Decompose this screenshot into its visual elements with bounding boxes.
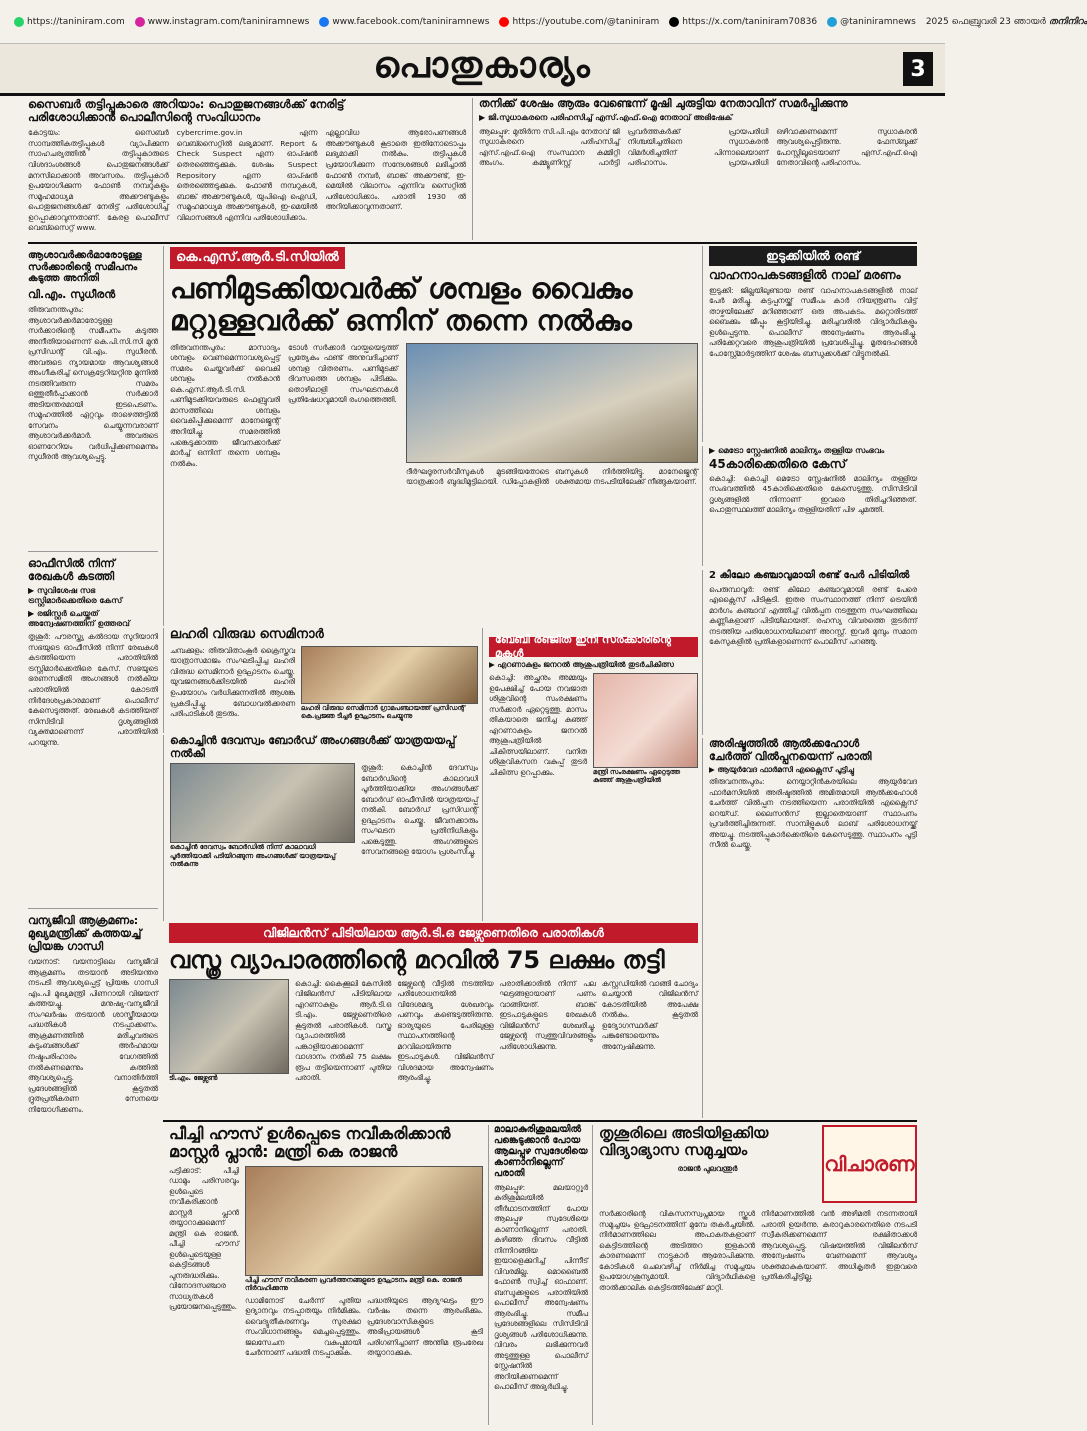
article-body: ദീർഘദൂരസർവീസുകൾ മുടങ്ങിയതോടെ യാത്രക്കാർ ബുദ്ധിമുട്ടിലായി. ഡിപ്പോകളിൽ ബസുകൾ നിർത്തിയിട്ടു. മാനേജ്മെന്റ് ശക്തമായ നടപടിയിലേക്ക് നീങ്ങുകയാണ്. xyxy=(406,466,698,487)
social-links-bar xyxy=(0,0,1087,44)
article-body: തൃശൂർ: കൊച്ചിൻ ദേവസ്വം ബോർഡിന്റെ കാലാവധി പൂർത്തിയാക്കിയ അംഗങ്ങൾക്ക് ബോർഡ് ഓഫീസിൽ യാത്രയയപ്പ് നൽകി. ബോർഡ് പ്രസിഡന്റ് ഉദ്ഘാടനം ചെയ്തു. ജീവനക്കാരും സംഘടന പ്രതിനിധികളും പങ്കെടുത്തു. അംഗങ്ങളുടെ സേവനങ്ങളെ യോഗം പ്രശംസിച്ചു. xyxy=(361,763,478,857)
left-column xyxy=(28,250,158,1415)
article-body: കൊച്ചി: കൈക്കൂലി കേസിൽ വിജിലൻസ് പിടിയിലായ എറണാകുളം ആർ.ടി.ഒ ടി.എം. ജേഴ്സണെതിരെ കൂടുതൽ പരാതികൾ. വസ്ത്ര വ്യാപാരത്തിൽ പങ്കാളിയാക്കാമെന്ന് വാഗ്ദാനം നൽകി 75 ലക്ഷം രൂപ തട്ടിയെന്നാണ് പുതിയ പരാതി. xyxy=(295,978,392,1083)
sudhakaran-article xyxy=(472,98,917,240)
paper-name: തനിനിറം xyxy=(1048,16,1087,27)
divider xyxy=(163,1120,917,1122)
byline: രാജൻ പുലവന്തുർ xyxy=(677,1163,738,1173)
article-body: പരാതിക്കാരിൽ നിന്ന് പല ഘട്ടങ്ങളായാണ് പണം വാങ്ങിയത്. ബാങ്ക് ഇടപാടുകളുടെ രേഖകൾ വിജിലൻസ് ശേഖരിച്ചു. ജേഴ്സന്റെ സ്വത്തുവിവരങ്ങളും പരിശോധിക്കുന്നു. xyxy=(499,978,596,1051)
ksrtc-article xyxy=(163,246,698,626)
article-body: കൊച്ചി: കൊച്ചി മെട്രോ സ്റ്റേഷനിൽ മാലിന്യം തള്ളിയ സംഭവത്തിൽ 45കാരിക്കെതിരെ കേസെടുത്തു. സിസിടിവി ദൃശ്യങ്ങളിൽ നിന്നാണ് ഇവരെ തിരിച്ചറിഞ്ഞത്. പൊതുസ്ഥലത്ത് മാലിന്യം തള്ളിയതിന് പിഴ ചുമത്തി. xyxy=(709,473,917,515)
article-tag: കെ.എസ്.ആർ.ടി.സിയിൽ xyxy=(170,247,345,269)
article-body: പട്ടിക്കാട്: പീച്ചി ഡാമും പരിസരവും ഉൾപ്പെടെ നവീകരിക്കാൻ മാസ്റ്റർ പ്ലാൻ തയ്യാറാക്കുമെന്ന് മന്ത്രി കെ രാജൻ. പീച്ചി ഹൗസ് ഉൾപ്പെടെയുള്ള കെട്ടിടങ്ങൾ പുനരുദ്ധരിക്കും. വിനോദസഞ്ചാര സാധ്യതകൾ പ്രയോജനപ്പെടുത്തും. xyxy=(169,1165,239,1312)
x-icon xyxy=(669,17,679,27)
article-body: നിർമാണത്തിൽ വൻ അഴിമതി നടന്നതായി പരാതി ഉയർന്നു. കരാറുകാരനെതിരെ നടപടി സ്വീകരിക്കണമെന്ന് രക്ഷിതാക്കൾ ആവശ്യപ്പെട്ടു. വിഷയത്തിൽ വിജിലൻസ് അന്വേഷണം വേണമെന്ന് ആവശ്യം ശക്തമാകുകയാണ്. അധികൃതർ ഇതുവരെ പ്രതികരിച്ചിട്ടില്ല. xyxy=(761,1209,917,1282)
article-headline: ഇടുക്കിയിൽ രണ്ട് xyxy=(709,246,917,266)
photo-caption: പീച്ചി ഹൗസ് നവീകരണ പ്രവർത്തനങ്ങളുടെ ഉദ്ഘാടനം മന്ത്രി കെ. രാജൻ നിർവഹിക്കുന്നു xyxy=(245,1275,462,1293)
article-kicker: ▶ രജിസ്റ്റർ ചെയ്തത് അന്വേഷണത്തിന് ഉത്തരവ് xyxy=(28,609,130,629)
photo-caption: മന്ത്രി സംരക്ഷണം ഏറ്റെടുത്ത കുഞ്ഞ് ആശുപത്രിയിൽ xyxy=(593,768,681,785)
article-headline-line2: പരിശോധിക്കാൻ പൊലീസിന്റെ സംവിധാനം xyxy=(28,110,261,125)
facebook-icon xyxy=(319,17,329,27)
photo-caption: ടി.എം. ജേഴ്സൺ xyxy=(169,1073,218,1082)
peechi-article xyxy=(163,1125,483,1425)
article-headline-line2: മറ്റുള്ളവർക്ക് ഒന്നിന് തന്നെ നൽകും xyxy=(170,303,632,337)
article-body: ഡാമിനോട് ചേർന്ന് പുതിയ ഉദ്യാനവും നടപ്പാതയും നിർമിക്കും. വൈദ്യുതീകരണവും സുരക്ഷാ സംവിധാനങ്ങളും മെച്ചപ്പെടുത്തും. ജലസേചന വകുപ്പുമായി ചേർന്നാണ് പദ്ധതി നടപ്പാക്കുക. xyxy=(245,1295,361,1358)
byline: വി.എം. സുധീരൻ xyxy=(28,287,116,301)
article-body: ജേഴ്സന്റെ വീട്ടിൽ നടത്തിയ പരിശോധനയിൽ വിദേശമദ്യ ശേഖരവും പണവും കണ്ടെടുത്തിരുന്നു. ഭാര്യയുടെ പേരിലുള്ള സ്ഥാപനത്തിന്റെ മറവിലായിരുന്നു ഇടപാടുകൾ. വിജിലൻസ് വിശദമായ അന്വേഷണം ആരംഭിച്ചു. xyxy=(397,978,494,1083)
section-masthead xyxy=(0,44,945,96)
article-headline: സൈബർ തട്ടിപ്പുകാരെ അറിയാം: പൊതുജനങ്ങൾക്ക് നേരിട്ട് xyxy=(28,97,345,111)
telegram-icon xyxy=(827,17,837,27)
instagram-link[interactable]: www.instagram.com/taniniramnews xyxy=(135,17,310,27)
article-body: കസ്റ്റഡിയിൽ വാങ്ങി ചോദ്യം ചെയ്യാൻ വിജിലൻസ് കോടതിയിൽ അപേക്ഷ നൽകും. കൂടുതൽ ഉദ്യോഗസ്ഥർക്ക് പങ്കുണ്ടോയെന്നും അന്വേഷിക്കുന്നു. xyxy=(601,978,698,1051)
article-headline: ബേബി രഞ്ജിത ഇനി സർക്കാരിന്റെ മകൾ xyxy=(489,637,698,657)
facebook-link[interactable]: www.facebook.com/taniniramnews xyxy=(319,17,489,27)
seminar-photo xyxy=(301,646,478,704)
article-headline: 2 കിലോ കഞ്ചാവുമായി രണ്ട് പേർ പിടിയിൽ xyxy=(709,570,910,581)
ganja-article xyxy=(702,570,917,735)
article-headline: കൊച്ചിൻ ദേവസ്വം ബോർഡ് അംഗങ്ങൾക്ക് യാത്രയയപ്പ് നൽകി xyxy=(170,734,456,760)
bus-depot-photo xyxy=(406,343,698,463)
vigilance-article xyxy=(163,923,698,1117)
website-link[interactable]: https://taniniram.com xyxy=(14,17,125,27)
cyber-fraud-article xyxy=(28,98,466,240)
article-body: ഇടുക്കി: ജില്ലയിലുണ്ടായ രണ്ട് വാഹനാപകടങ്ങളിൽ നാല് പേർ മരിച്ചു. കട്ടപ്പനയ്ക്ക് സമീപം കാർ നിയന്ത്രണം വിട്ട് താഴ്ചയിലേക്ക് മറിഞ്ഞാണ് ഒരു അപകടം. മറ്റൊരിടത്ത് ബൈക്കും ജീപ്പും കൂട്ടിയിടിച്ചു. മരിച്ചവരിൽ വിദ്യാർഥികളും ഉൾപ്പെടുന്നു. പൊലീസ് അന്വേഷണം ആരംഭിച്ചു. പരിക്കേറ്റവരെ ആശുപത്രിയിൽ പ്രവേശിപ്പിച്ചു. മൃതദേഹങ്ങൾ പോസ്റ്റ്മോർട്ടത്തിന് ശേഷം ബന്ധുക്കൾക്ക് വിട്ടുനൽകി. xyxy=(709,285,917,358)
article-body: കൊച്ചി: അച്ഛനും അമ്മയും ഉപേക്ഷിച്ച് പോയ നവജാത ശിശുവിന്റെ സംരക്ഷണം സർക്കാർ ഏറ്റെടുത്തു. മാസം തികയാതെ ജനിച്ച കുഞ്ഞ് എറണാകുളം ജനറൽ ആശുപത്രിയിൽ ചികിത്സയിലാണ്. വനിത ശിശുവികസന വകുപ്പ് തുടർ ചികിത്സ ഉറപ്പാക്കും. xyxy=(489,673,587,777)
article-body: കോട്ടയം: സൈബർ സാമ്പത്തികതട്ടിപ്പുകൾ വ്യാപിക്കുന്ന സാഹചര്യത്തിൽ തട്ടിപ്പുകാരുടെ വിശദാംശങ്ങൾ പൊതുജനങ്ങൾക്ക് മനസിലാക്കാൻ അവസരം. തട്ടിപ്പുകാർ ഉപയോഗിക്കുന്ന ഫോൺ നമ്പറുകളും സമൂഹമാധ്യമ അക്കൗണ്ടുകളും പൊതുജനങ്ങൾക്ക് നേരിട്ട് പരിശോധിച്ച് ഉറപ്പാക്കാവുന്നതാണ്. കേരള പൊലീസ് വെബ്സൈറ്റ് www. xyxy=(28,128,169,233)
youtube-link[interactable]: https://youtube.com/@taniniram xyxy=(499,17,659,27)
article-headline-line2: വാഹനാപകടങ്ങളിൽ നാല് മരണം xyxy=(709,268,901,282)
photo-caption: കൊച്ചിൻ ദേവസ്വം ബോർഡിൽ നിന്ന് കാലാവധി പൂർത്തിയാക്കി പടിയിറങ്ങുന്ന അംഗങ്ങൾക്ക് യാത്രയയപ്പ് നൽകുന്നു xyxy=(170,843,336,869)
article-headline: 45കാരിക്കെതിരെ കേസ് xyxy=(709,457,847,471)
instagram-icon xyxy=(135,17,145,27)
accused-photo xyxy=(169,979,289,1074)
devaswom-photo xyxy=(170,763,355,843)
whatsapp-icon xyxy=(14,17,24,27)
ayurveda-article xyxy=(702,738,917,1118)
divider xyxy=(28,242,917,244)
article-headline: പീച്ചി ഹൗസ് ഉൾപ്പെടെ നവീകരിക്കാൻ xyxy=(169,1124,451,1143)
records-headline: ഓഫീസിൽ നിന്ന് രേഖകൾ കടത്തി xyxy=(28,557,115,583)
article-body: cybercrime.gov.in എന്ന വെബ്സൈറ്റിൽ ലഭ്യമാണ്. Report & Check Suspect എന്ന ഓപ്ഷൻ തെരഞ്ഞെടുക്കുക. ശേഷം Suspect Repository എന്ന ഓപ്ഷൻ തെരഞ്ഞെടുക്കുക. ഫോൺ നമ്പറുകൾ, ബാങ്ക് അക്കൗണ്ടുകൾ, യുപിഐ ഐഡി, സമൂഹമാധ്യമ അക്കൗണ്ടുകൾ, ഇ-മെയിൽ വിലാസങ്ങൾ എന്നിവ പരിശോധിക്കാം. xyxy=(176,128,318,222)
baby-article xyxy=(482,628,698,921)
page-number: 3 xyxy=(903,52,933,86)
article-body: ടോൾ സർക്കാർ വായ്പയെടുത്ത് പ്രത്യേകം ഫണ്ട് അനുവദിച്ചാണ് ശമ്പള വിതരണം. പണിമുടക്ക് ദിവസത്തെ ശമ്പളം പിടിക്കും. തൊഴിലാളി സംഘടനകൾ പ്രതിഷേധവുമായി രംഗത്തെത്തി. xyxy=(288,342,398,405)
article-kicker: ▶ ജി.സുധാകരനെ പരിഹസിച്ച് എസ്.എഫ്.ഐ നേതാവ് അഭിഷേക് xyxy=(479,112,733,122)
article-body: തിരുവനന്തപുരം: ആശാവർക്കർമാരോടുള്ള സർക്കാരിന്റെ സമീപനം കടുത്ത അനീതിയാണെന്ന് കെ.പി.സി.സി മുൻ പ്രസിഡന്റ് വി.എം. സുധീരൻ. അവരുടെ ന്യായമായ ആവശ്യങ്ങൾ അംഗീകരിച്ച് സെക്രട്ടേറിയറ്റിനു മുന്നിൽ നടത്തിവരുന്ന സമരം ഒത്തുതീർപ്പാക്കാൻ സർക്കാർ അടിയന്തരമായി ഇടപെടണം. സമൂഹത്തിൽ ഏറ്റവും താഴെത്തട്ടിൽ സേവനം ചെയ്യുന്നവരാണ് ആശാവർക്കർമാർ. അവരുടെ ഓണറേറിയം വർധിപ്പിക്കണമെന്നും സുധീരൻ ആവശ്യപ്പെട്ടു. xyxy=(28,305,158,462)
youtube-icon xyxy=(499,17,509,27)
article-headline: പണിമുടക്കിയവർക്ക് ശമ്പളം വൈകും xyxy=(170,271,633,305)
article-headline: ലഹരി വിരുദ്ധ സെമിനാർ xyxy=(170,627,324,642)
article-body: പെരുമ്പാവൂർ: രണ്ട് കിലോ കഞ്ചാവുമായി രണ്ട് പേരെ എക്സൈസ് പിടികൂടി. ഇതര സംസ്ഥാനത്ത് നിന്ന് ട്രെയിൻ മാർഗം കഞ്ചാവ് എത്തിച്ച് വിൽപ്പന നടത്തുന്ന സംഘത്തിലെ കണ്ണികളാണ് പിടിയിലായത്. രഹസ്യ വിവരത്തെ തുടർന്ന് നടത്തിയ പരിശോധനയിലാണ് അറസ്റ്റ്. ഇവർ മുമ്പും സമാന കേസുകളിൽ പ്രതികളാണെന്ന് പൊലീസ് പറഞ്ഞു. xyxy=(709,584,917,647)
article-headline-line2: ചേർത്ത് വിൽപ്പനയെന്ന് പരാതി xyxy=(709,749,872,763)
section-title: പൊതുകാര്യം xyxy=(373,44,591,86)
article-body: തിരുവനന്തപുരം: മാസാദ്യം ശമ്പളം വെണമെന്നാവശ്യപ്പെട്ട് സമരം ചെയ്തവർക്ക് വൈകി ശമ്പളം നൽകാൻ കെ.എസ്.ആർ.ടി.സി. പണിമുടക്കിയവരുടെ ഫെബ്രുവരി മാസത്തിലെ ശമ്പളം വൈകിപ്പിക്കുമെന്ന് മാനേജ്മെന്റ് അറിയിച്ചു. സമരത്തിൽ പങ്കെടുക്കാത്ത ജീവനക്കാർക്ക് മാർച്ച് ഒന്നിന് തന്നെ ശമ്പളം നൽകും. xyxy=(170,342,280,468)
article-body: ചമ്പക്കുളം: തിരുവിതാംകൂർ ക്രൈസ്തവ യാത്രാസമാജം സംഘടിപ്പിച്ച ലഹരി വിരുദ്ധ സെമിനാർ ഉദ്ഘാടനം ചെയ്തു. യുവജനങ്ങൾക്കിടയിൽ ലഹരി ഉപയോഗം വർധിക്കുന്നതിൽ ആശങ്ക പ്രകടിപ്പിച്ചു. ബോധവൽക്കരണ പരിപാടികൾ തുടരും. xyxy=(170,645,295,719)
idukki-article xyxy=(702,246,917,442)
article-headline: മാലാകുരിശുമലയിൽ പങ്കെടുക്കാൻ പോയ ആലപ്പുഴ സ്വദേശിയെ കാണാനില്ലെന്ന് പരാതി xyxy=(494,1124,588,1179)
peechi-photo xyxy=(245,1166,483,1276)
article-headline-line2: മാസ്റ്റർ പ്ലാൻ: മന്ത്രി കെ രാജൻ xyxy=(169,1142,398,1162)
article-body: ആലപ്പുഴ: മുതിർന്ന സി.പി.എം നേതാവ് ജി സുധാകരനെ പരിഹസിച്ച് എസ്.എഫ്.ഐ സംസ്ഥാന കമ്മിറ്റി അംഗം. കമ്മ്യൂണിസ്റ്റ് പാർട്ടി പ്രവർത്തകർക്ക് പ്രായപരിധി നിശ്ചയിച്ചതിനെ സുധാകരൻ വിമർശിച്ചതിന് പിന്നാലെയാണ് പരിഹാസം. പ്രായപരിധി ഒഴിവാക്കണമെന്ന് സുധാകരൻ ആവശ്യപ്പെട്ടിരുന്നു. ഫേസ്ബുക്ക് പോസ്റ്റിലൂടെയാണ് എസ്.എഫ്.ഐ നേതാവിന്റെ പരിഹാസം. xyxy=(479,126,917,168)
article-tag: വിജിലൻസ് പിടിയിലായ ആർ.ടി.ഒ ജേഴ്സണെതിരെ പരാതികൾ xyxy=(169,923,698,943)
photo-caption: ലഹരി വിരുദ്ധ സെമിനാർ ഗ്രാമപഞ്ചായത്ത് പ്രസിഡന്റ് കെ.പ്രജ്ഞ ടീച്ചർ ഉദ്ഘാടനം ചെയ്യുന്നു xyxy=(301,703,466,721)
education-complex-article xyxy=(592,1125,917,1425)
article-kicker: ▶ എറണാകുളം ജനറൽ ആശുപത്രിയിൽ തുടർചികിത്സ xyxy=(489,660,674,669)
article-headline: തൃശൂരിലെ അടിയിളക്കിയ xyxy=(599,1124,769,1142)
issue-date: 2025 ഫെബ്രുവരി 23 ഞായർ തനിനിറം xyxy=(925,16,1087,27)
article-body: സർക്കാരിന്റെ വികസനസ്വപ്നമായ സ്കൂൾ സമുച്ചയം ഉദ്ഘാടനത്തിന് മുമ്പേ തകർച്ചയിൽ. നിർമാണത്തിലെ അപാകതകളാണ് കെട്ടിടത്തിന്റെ അടിത്തറ ഇളകാൻ കാരണമെന്ന് നാട്ടുകാർ ആരോപിക്കുന്നു. കോടികൾ ചെലവഴിച്ച് നിർമിച്ച സമുച്ചയം ഉപയോഗശൂന്യമായി. വിദ്യാർഥികളെ താൽക്കാലിക കെട്ടിടത്തിലേക്ക് മാറ്റി. xyxy=(599,1209,755,1292)
vichara-stamp: വിചാരണ xyxy=(822,1125,917,1203)
seminar-article xyxy=(163,628,478,733)
article-body: വയനാട്: വയനാട്ടിലെ വന്യജീവി ആക്രമണം തടയാൻ അടിയന്തര നടപടി ആവശ്യപ്പെട്ട് പ്രിയങ്ക ഗാന്ധി എം.പി മുഖ്യമന്ത്രി പിണറായി വിജയന് കത്തയച്ചു. മനുഷ്യ-വന്യജീവി സംഘർഷം തടയാൻ ശാസ്ത്രീയമായ പദ്ധതികൾ നടപ്പാക്കണം. ആക്രമണത്തിൽ മരിച്ചവരുടെ കുടുംബങ്ങൾക്ക് അർഹമായ നഷ്ടപരിഹാരം വേഗത്തിൽ നൽകണമെന്നും കത്തിൽ ആവശ്യപ്പെട്ടു. വനാതിർത്തി പ്രദേശങ്ങളിൽ കൂടുതൽ ദ്രുതപ്രതികരണ സേനയെ നിയോഗിക്കണം. xyxy=(28,957,158,1114)
article-headline: അരിഷ്ടത്തിൽ ആൽക്കഹോൾ xyxy=(709,737,860,750)
article-kicker: ▶ മെട്രോ സ്റ്റേഷനിൽ മാലിന്യം തള്ളിയ സംഭവം xyxy=(709,446,885,455)
metro-article xyxy=(702,446,917,566)
devaswom-article xyxy=(163,735,478,921)
article-headline: വസ്ത്ര വ്യാപാരത്തിന്റെ മറവിൽ 75 ലക്ഷം തട്ടി xyxy=(169,946,665,974)
x-link[interactable]: https://x.com/taniniram70836 xyxy=(669,17,817,27)
article-body: തിരുവനന്തപുരം: നെയ്യാറ്റിൻകരയിലെ ആയുർവേദ ഫാർമസിയിൽ അരിഷ്ടത്തിൽ അമിതമായി ആൽക്കഹോൾ ചേർത്ത് വിൽപ്പന നടത്തിയെന്ന പരാതിയിൽ എക്സൈസ് റെയ്ഡ്. ലൈസൻസ് ഇല്ലാതെയാണ് സ്ഥാപനം പ്രവർത്തിച്ചിരുന്നത്. സാമ്പിളുകൾ ലാബ് പരിശോധനയ്ക്ക് അയച്ചു. നടത്തിപ്പുകാർക്കെതിരെ കേസെടുത്തു. സ്ഥാപനം പൂട്ടി സീൽ ചെയ്തു. xyxy=(709,777,917,850)
article-body: എല്ലാവിധ ആരോപണങ്ങൾ അക്കൗണ്ടുകൾ കൂടാതെ ഇതിനോടൊപ്പം ലഭ്യമാക്കി നൽകും. തട്ടിപ്പുകൾ പ്രയോഗിക്കുന്ന സന്ദേശങ്ങൾ ലഭിച്ചാൽ ഫോൺ നമ്പർ, ബാങ്ക് അക്കൗണ്ട്, ഇ-മെയിൽ വിലാസം എന്നിവ സൈറ്റിൽ പരിശോധിക്കാം. പരാതി 1930 ൽ അറിയിക്കാവുന്നതാണ്. xyxy=(325,128,467,212)
article-kicker: ▶ ആയുർവേദ ഫാർമസി എക്സൈസ് പൂട്ടിച്ചു xyxy=(709,765,854,775)
article-body: ആലപ്പുഴ: മലയാറ്റൂർ കുരിശുമലയിൽ തീർഥാടനത്തിന് പോയ ആലപ്പുഴ സ്വദേശിയെ കാണാനില്ലെന്ന് പരാതി. കഴിഞ്ഞ ദിവസം വീട്ടിൽ നിന്നിറങ്ങിയ ഇയാളെക്കുറിച്ച് പിന്നീട് വിവരമില്ല. മൊബൈൽ ഫോൺ സ്വിച്ച് ഓഫാണ്. ബന്ധുക്കളുടെ പരാതിയിൽ പൊലീസ് അന്വേഷണം ആരംഭിച്ചു. സമീപ പ്രദേശങ്ങളിലെ സിസിടിവി ദൃശ്യങ്ങൾ പരിശോധിക്കുന്നു. വിവരം ലഭിക്കുന്നവർ അടുത്തുള്ള പൊലീസ് സ്റ്റേഷനിൽ അറിയിക്കണമെന്ന് പൊലീസ് അഭ്യർഥിച്ചു. xyxy=(494,1182,588,1392)
wildlife-headline: വന്യജീവി ആക്രമണം: മുഖ്യമന്ത്രിക്ക് കത്തയച്ച് പ്രിയങ്ക ഗാന്ധി xyxy=(28,914,142,953)
asha-headline: ആശാവർക്കർമാരോടുള്ള സർക്കാരിന്റെ സമീപനം കടുത്ത അനീതി xyxy=(28,250,142,284)
article-body: പദ്ധതിയുടെ ആദ്യഘട്ടം ഈ വർഷം തന്നെ ആരംഭിക്കും. പ്രദേശവാസികളുടെ അഭിപ്രായങ്ങൾ കൂടി പരിഗണിച്ചാണ് അന്തിമ രൂപരേഖ തയ്യാറാക്കുക. xyxy=(367,1295,483,1358)
baby-photo xyxy=(593,673,698,768)
article-body: തൃശൂർ: പൗരസ്ത്യ കൽദായ സുറിയാനി സഭയുടെ ഓഫീസിൽ നിന്ന് രേഖകൾ കടത്തിയെന്ന പരാതിയിൽ ട്രസ്റ്റിമാർക്കെതിരെ കേസ്. സഭയുടെ ഭരണസമിതി അംഗങ്ങൾ നൽകിയ പരാതിയിൽ കോടതി നിർദേശപ്രകാരമാണ് പൊലീസ് കേസെടുത്തത്. രേഖകൾ കടത്തിയത് സിസിടിവി ദൃശ്യങ്ങളിൽ വ്യക്തമാണെന്ന് പരാതിയിൽ പറയുന്നു. xyxy=(28,632,158,747)
article-headline-line2: വിദ്യാഭ്യാസ സമുച്ചയം xyxy=(599,1141,748,1160)
article-kicker: ▶ സുവിശേഷ സഭ ട്രസ്റ്റിമാർക്കെതിരെ കേസ് xyxy=(28,586,123,606)
telegram-link[interactable]: @taniniramnews xyxy=(827,17,916,27)
missing-person-article xyxy=(488,1125,588,1425)
article-headline: തനിക്ക് ശേഷം ആരും വേണ്ടെന്ന് മൂഷി ചുരുട്ടിയ നേതാവിന് സമർപ്പിക്കുന്നു xyxy=(479,97,848,110)
